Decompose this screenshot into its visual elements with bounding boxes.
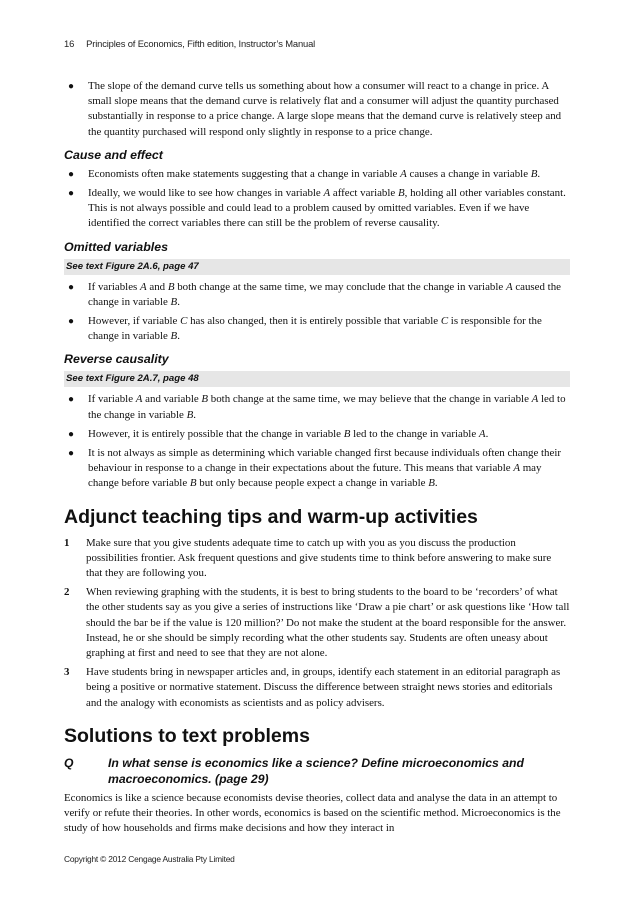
bullet-icon: ● bbox=[68, 394, 75, 406]
bullet-icon: ● bbox=[68, 281, 75, 293]
bullet-icon: ● bbox=[68, 168, 75, 180]
reverse-bullet-2: ● However, it is entirely possible that the change in variable B led to the change in variable A. bbox=[64, 427, 570, 442]
reverse-bullet-3: ● It is not always as simple as determining which variable changed first because individuals often change their behaviour in response to a change in their expectations about the future. This means that variable A may change before variable B but only because people expect a change in variable B. bbox=[68, 447, 561, 490]
heading-cause-effect: Cause and effect bbox=[64, 147, 163, 162]
running-header bbox=[64, 38, 315, 49]
question-text: In what sense is economics like a science? Define microeconomics and macroeconomics. (page 29) bbox=[108, 755, 524, 786]
adjunct-item-1: 1 Make sure that you give students adequate time to catch up with you as you discuss the production possibilities frontier. Ask frequent questions and give students time to think before answering to make sure that they are following you. bbox=[64, 536, 552, 580]
figure-reference: See text Figure 2A.7, page 48 bbox=[64, 371, 570, 387]
cause-bullet-2: ● Ideally, we would like to see how changes in variable A affect variable B, holding all other variables constant. This is not always possible and could lead to a problem caused by omitted variables. Even if we have identified the correct variables there can still be the problem of reverse causality. bbox=[68, 187, 566, 230]
heading-omitted-variables: Omitted variables bbox=[64, 239, 168, 254]
figure-reference: See text Figure 2A.6, page 47 bbox=[64, 259, 570, 275]
heading-adjunct-tips: Adjunct teaching tips and warm-up activities bbox=[64, 505, 478, 528]
copyright-footer: Copyright © 2012 Cengage Australia Pty Limited bbox=[64, 854, 235, 864]
header-title: Principles of Economics, Fifth edition, Instructor’s Manual bbox=[86, 38, 316, 49]
heading-solutions: Solutions to text problems bbox=[64, 724, 310, 747]
bullet-icon: ● bbox=[68, 316, 75, 328]
reverse-bullet-1: ● If variable A and variable B both change at the same time, we may believe that the change in variable A led to the change in variable B. bbox=[68, 393, 566, 421]
omitted-bullet-2: ● However, if variable C has also changed, then it is entirely possible that variable C is responsible for the change in variable B. bbox=[68, 315, 542, 343]
intro-bullet: ● The slope of the demand curve tells us something about how a consumer will react to a change in price. A small slope means that the demand curve is relatively flat and a consumer will adjust the quantity purchased substantially in response to a price change. A large slope means that the demand curve is relatively steep and the quantity purchased will respond only slightly in response to a price change. bbox=[68, 80, 562, 138]
bullet-icon: ● bbox=[68, 81, 75, 92]
heading-reverse-causality: Reverse causality bbox=[64, 352, 169, 367]
question bbox=[64, 755, 570, 787]
bullet-icon: ● bbox=[68, 448, 75, 460]
document-body bbox=[64, 79, 570, 837]
cause-bullet-1: ● Economists often make statements suggesting that a change in variable A causes a change in variable B. bbox=[64, 167, 570, 182]
adjunct-item-3: 3 Have students bring in newspaper articles and, in groups, identify each statement in an editorial paragraph as being a positive or normative statement. Discuss the difference between straight news stories and editorials and the analogy with economists as scientists and as policy advisers. bbox=[64, 666, 561, 709]
question-label: Q bbox=[64, 755, 74, 770]
bullet-icon: ● bbox=[68, 188, 75, 200]
page-number: 16 bbox=[64, 38, 75, 49]
bullet-icon: ● bbox=[68, 428, 75, 440]
answer-paragraph: Economics is like a science because economists devise theories, collect data and analyse the data in an attempt to verify or refute their theories. In other words, economics is based on the scientific method. Microeconomics is the study of how households and firms make decisions and how they interact in bbox=[64, 791, 561, 835]
adjunct-item-2: 2 When reviewing graphing with the students, it is best to bring students to the board to be ‘recorders’ of what the other students say as you give a series of instructions like ‘Draw a pie chart’ or ask questions like ‘How tall should the bar be if the value is 120 million?’ Do not make the student at the board responsible for the answer. Instead, he or she should be simply recording what the other students say. Students are often uneasy about graphing at first and need to see that they are not alone. bbox=[64, 586, 570, 660]
omitted-bullet-1: ● If variables A and B both change at the same time, we may conclude that the change in variable A caused the change in variable B. bbox=[68, 280, 561, 308]
